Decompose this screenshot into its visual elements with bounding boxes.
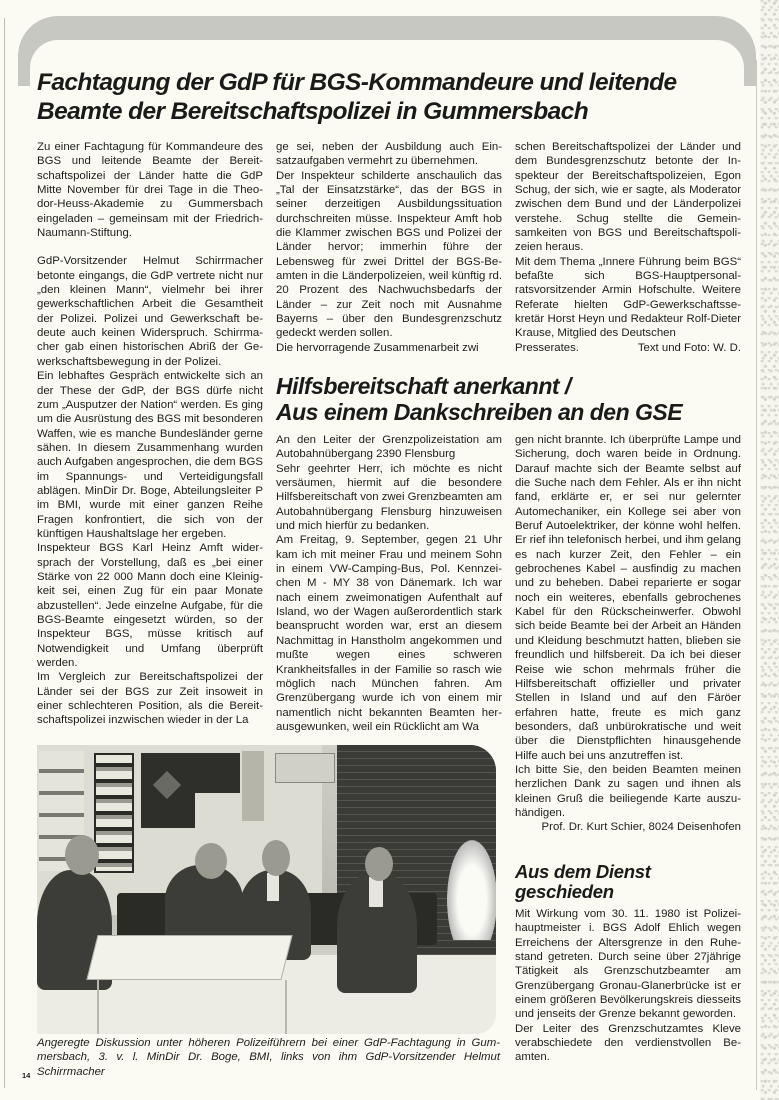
paragraph: Zu einer Fachtagung für Kommandeure des BGS und leitende Beamte der Bereitschaftspolizei der Länder hatte die GdP Mitte November für drei Tage in die Theodor-Heuss-Akademie zu Gummersbach eingeladen – gemeinsam mit der Friedrich-Naumann-Stiftung. [37,141,263,240]
article1-title: Fachtagung der GdP für BGS-Kommandeure und leitende Beamte der Bereitschaftspolizei in Gummersbach [37,69,677,125]
conference-photo [37,745,496,1034]
page-edge-right [756,60,757,1090]
paragraph: Die hervorragende Zusammenarbeit zwi [276,341,479,354]
article1-column-3 [515,140,741,355]
page-edge-left [4,18,5,1088]
photo-table-legs [97,980,287,1034]
photo-tapestry [94,753,134,873]
letter-signature: Prof. Dr. Kurt Schier, 8024 Deisenhofen [541,821,741,834]
paragraph: Im Vergleich zur Bereitschaftspolizei der Länder sei der BGS zur Zeit insoweit in einer schlechteren Position, als die Bereitschaftspolizei inzwischen wieder in der La [37,671,263,727]
photo-credit: Text und Foto: W. D. [637,341,741,354]
article1-column-1 [37,140,263,728]
photo-fireplace [447,840,496,940]
paragraph: Am Freitag, 9. September, gegen 21 Uhr kam ich mit meiner Frau und meinem Sohn in einem VW-Camping-Bus, Pol. Kennzeichen M - MY 38 von Dänemark. Ich war nach einem zweimonatigen Aufenthalt auf Island, wo der Wagen außerordentlich stark beansprucht worden war, erst an diesem Nachmittag in Hanstholm angekommen und mußte wegen eines schweren Krankheitsfalles in der Familie so rasch wie möglich nach München fahren. Am Grenzübergang wurde ich von einem mir namentlich nicht bekannten Beamten herausgewunken, weil ein Rücklicht am Wa [276,534,502,733]
paragraph: Sehr geehrter Herr, ich möchte es nicht versäumen, hiermit auf die besondere Hilfsbereitschaft von zwei Grenzbeamten am Autobahnübergang Flensburg hinzuweisen und mich hierfür zu bedanken. [276,462,503,533]
photo-caption: Angeregte Diskussion unter höheren Polizeiführern bei einer GdP-Fachtagung in Gummersbach, 3. v. l. MinDir Dr. Boge, BMI, links von ihm GdP-Vorsitzender Helmut Schirrmacher [37,1037,500,1078]
photo-person-head [195,843,227,879]
paragraph: Mit Wirkung vom 30. 11. 1980 ist Polizeihauptmeister i. BGS Adolf Ehlich wegen Erreichens der Altersgrenze in den Ruhestand getreten. Durch seine über 27jährige Tätigkeit als Grenzschutzbeamter am Grenzübergang Gronau-Glanerbrücke ist er einem größeren Bevölkerungskreis diesseits und jenseits der Grenze bekannt geworden. [515,908,741,1021]
photo-person-head [262,840,290,876]
article2-title-line1: Hilfsbereitschaft anerkannt / [276,373,571,399]
letter-address: An den Leiter der Grenzpolizeistation am Autobahnübergang 2390 Flensburg [276,434,502,461]
paragraph: Ein lebhaftes Gespräch entwickelte sich an der These der GdP, der BGS dürfe nicht zum „Ausputzer der Nation“ werden. Es ging um die Ausrüstung des BGS mit besonderen Waffen, wie es manche Bundesländer gerne sähen. In diesem Zusammenhang wurden auch Aufgaben angesprochen, die dem BGS im Spannungs- und Verteidigungsfall ablägen. MinDir Dr. Boge, Abteilungsleiter P im BMI, wurde mit einer ganzen Reihe Fragen konfrontiert, die sich von der künftigen Haushaltslage her ergeben. [37,370,263,540]
paragraph: Der Leiter des Grenzschutzamtes Kleve verabschiedete den verdienstvollen Beamten. [515,1022,741,1064]
article2-column-1 [276,433,502,734]
photo-tapestry [195,753,240,793]
paragraph: schen Bereitschaftspolizei der Länder und dem Bundesgrenzschutz betonte der Inspekteur der Bereitschaftspolizeien, Egon Schug, der sich, wie er sagte, als Moderator zwischen dem Bund und der Länderpolizei verstehe. Schug stellte die Gemeinsamkeiten von BGS und Bereitschaftspolizeien heraus. [515,141,741,254]
page-number: 14 [22,1071,31,1080]
article3-title-line2: geschieden [515,881,614,902]
photo-poster [275,753,335,783]
photo-poster [242,751,264,821]
credit-row [515,341,741,355]
scan-margin [760,0,779,1100]
photo-person-tie [267,873,279,901]
paragraph: Der Inspekteur schilderte anschaulich das „Tal der Einsatzstärke“, das der BGS in seiner derzeitigen Ausbildungssituation durchschreiten müsse. Inspekteur Amft hob die Klammer zwischen BGS und Polizei der Länder hervor; immerhin führe der Lebensweg für zwei Drittel der BGS-Beamten in die Länderpolizeien, weil künftig rd. 20 Prozent des Nachwuchsbedarfs der Länder – zur Zeit noch mit Ausnahme Bayerns – über den Bundesgrenzschutz gedeckt werden sollen. [276,169,502,340]
article2-title-line2: Aus einem Dankschreiben an den GSE [276,399,683,425]
paragraph: GdP-Vorsitzender Helmut Schirrmacher betonte eingangs, die GdP vertrete nicht nur „den kleinen Mann“, vielmehr bei ihrer gewerkschaftlichen Arbeit die Gesamtheit der Polizei. Polizei und Gewerkschaft bedeute auch keinen Widerspruch. Schirrmacher gab einen historischen Abriß der Gewerkschaftsbewegung in der Polizei. [37,255,263,368]
article3-body [515,907,741,1065]
article2-column-2 [515,433,741,835]
paragraph: ge sei, neben der Ausbildung auch Einsatzaufgaben vermehrt zu übernehmen. [276,141,502,168]
paragraph: Mit dem Thema „Innere Führung beim BGS“ befaßte sich BGS-Hauptpersonalratsvorsitzender Armin Hofschulte. Weitere Referate hielten GdP-Gewerkschaftssekretär Horst Heyn und Redakteur Rolf-Dieter Krause, Mitglied des Deutschen [515,255,741,340]
photo-person-shirt [369,877,383,907]
photo-person-head [365,847,393,881]
article3-title-line1: Aus dem Dienst [515,861,651,882]
photo-person-head [65,835,99,875]
article3-title [515,862,715,902]
article1-column-2 [276,140,502,355]
paragraph: gen nicht brannte. Ich überprüfte Lampe und Sicherung, doch waren beide in Ordnung. Darauf machte sich der Beamte selbst auf die Suche nach dem Fehler. Als er ihn nicht fand, erklärte er, er sei nur gelernter Automechaniker, ein Kollege sei aber von Beruf Autoelektriker, der könne wohl helfen. Er rief ihn telefonisch herbei, und ihm gelang es nach kurzer Zeit, den Fehler – ein gebrochenes Kabel – ausfindig zu machen und zu beheben. Dabei reparierte er sogar noch ein weiteres, ebenfalls gebrochenes Kabel für den Rückscheinwerfer. Obwohl sich beide Beamte bei der Arbeit an Händen und Kleidung beschmutzt hatten, blieben sie freundlich und hilfsbereit. Da ich bei dieser Reise wie schon mehrmals früher die Hilfsbereitschaft offizieller und privater Stellen in Island und auf den Färöer erfahren hatte, freute es mich ganz besonders, daß unbürokratische und weit über die Dienstpflichten hinausgehende Hilfe auch bei uns anzutreffen ist. [515,434,741,762]
paragraph: Inspekteur BGS Karl Heinz Amft widersprach der Vorstellung, daß es „bei einer Stärke von 22 000 Mann doch eine Kleinigkeit sei, einen Zug für ein paar Monate abzustellen“. Jede einzelne Aufgabe, für die BGS-Beamte eingesetzt würden, so der Inspekteur BGS, müsse kritisch auf Notwendigkeit und Umfang überprüft werden. [37,542,263,670]
paragraph-end: Presserates. [515,341,579,354]
paragraph: Ich bitte Sie, den beiden Beamten meinen herzlichen Dank zu sagen und ihnen als kleinen Gruß die beiliegende Karte auszuhändigen. [515,763,741,819]
article2-title [276,373,746,425]
photo-table [86,935,292,980]
photo-tapestry [141,753,195,828]
